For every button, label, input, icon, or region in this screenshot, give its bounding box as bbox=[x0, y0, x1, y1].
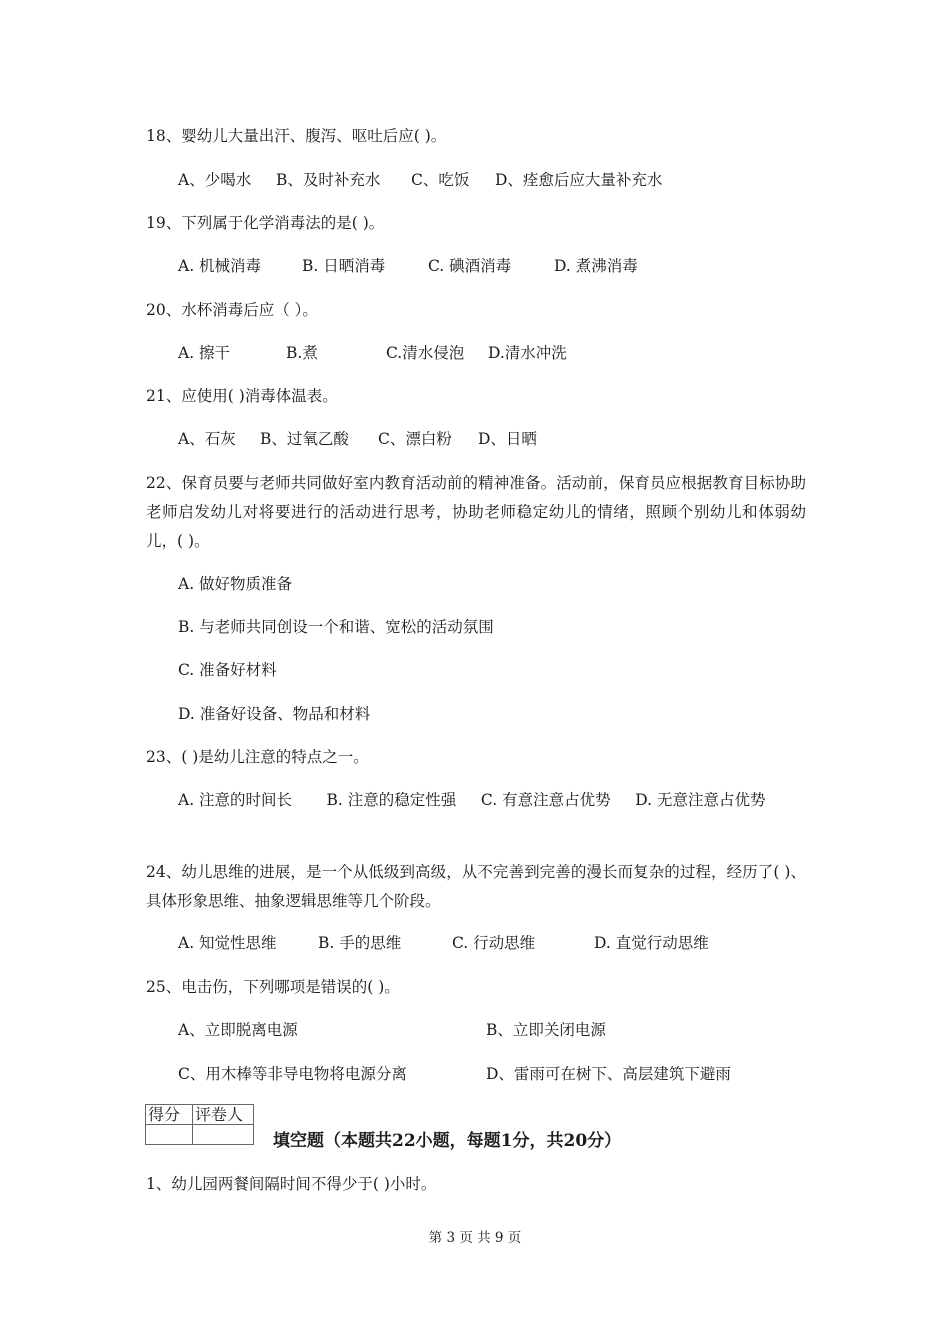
option-b: B、及时补充水 bbox=[276, 171, 381, 189]
option-c: C、用木棒等非导电物将电源分离 bbox=[178, 1065, 407, 1083]
question-19: 19、下列属于化学消毒法的是( )。 bbox=[146, 214, 385, 232]
question-18-options bbox=[178, 170, 778, 190]
option-a: A、立即脱离电源 bbox=[178, 1021, 298, 1039]
option-d: D、雷雨可在树下、高层建筑下避雨 bbox=[486, 1065, 731, 1083]
option-c: C.清水侵泡 bbox=[386, 344, 465, 362]
option-c: C. 碘酒消毒 bbox=[428, 257, 512, 275]
option-b: B. 日晒消毒 bbox=[302, 257, 386, 275]
reviewer-cell bbox=[193, 1125, 254, 1145]
option-b: B.煮 bbox=[286, 344, 318, 362]
option-c: C、漂白粉 bbox=[378, 430, 452, 448]
option-d: D.清水冲洗 bbox=[488, 344, 567, 362]
option-a: A、石灰 bbox=[178, 430, 236, 448]
question-23-options bbox=[146, 786, 806, 815]
question-24: 24、幼儿思维的进展，是一个从低级到高级，从不完善到完善的漫长而复杂的过程，经历了( )、具体形象思维、抽象逻辑思维等几个阶段。 bbox=[146, 863, 806, 910]
option-d: D、痊愈后应大量补充水 bbox=[495, 171, 663, 189]
question-20: 20、水杯消毒后应（ ）。 bbox=[146, 301, 318, 319]
question-25-options-row-1 bbox=[178, 1020, 778, 1040]
question-22-option-a: A. 做好物质准备 bbox=[178, 575, 293, 593]
question-21-options bbox=[178, 429, 778, 449]
question-25-options-row-2 bbox=[178, 1064, 778, 1084]
option-c: C、吃饭 bbox=[411, 171, 470, 189]
question-25: 25、电击伤，下列哪项是错误的( )。 bbox=[146, 978, 400, 996]
question-22-option-b: B. 与老师共同创设一个和谐、宽松的活动氛围 bbox=[178, 618, 494, 636]
score-box bbox=[145, 1104, 254, 1145]
option-b: B. 手的思维 bbox=[318, 934, 402, 952]
question-18: 18、婴幼儿大量出汗、腹泻、呕吐后应( )。 bbox=[146, 127, 447, 145]
option-b: B、过氧乙酸 bbox=[260, 430, 349, 448]
option-d: D、日晒 bbox=[478, 430, 537, 448]
options-text: A. 注意的时间长 B. 注意的稳定性强 C. 有意注意占优势 D. 无意注意占优势 bbox=[178, 791, 766, 809]
score-label: 得分 bbox=[146, 1105, 193, 1125]
reviewer-label: 评卷人 bbox=[193, 1105, 254, 1125]
section-title: 填空题（本题共22小题，每题1分，共20分） bbox=[273, 1131, 622, 1151]
option-b: B、立即关闭电源 bbox=[486, 1021, 606, 1039]
option-a: A. 机械消毒 bbox=[178, 257, 262, 275]
score-cell bbox=[146, 1125, 193, 1145]
option-c: C. 行动思维 bbox=[452, 934, 536, 952]
question-24-options bbox=[178, 933, 778, 953]
question-22-option-d: D. 准备好设备、物品和材料 bbox=[178, 705, 371, 723]
question-21: 21、应使用( )消毒体温表。 bbox=[146, 387, 338, 405]
page-number: 第 3 页 共 9 页 bbox=[428, 1230, 522, 1246]
question-20-options bbox=[178, 343, 778, 363]
option-a: A、少喝水 bbox=[178, 171, 252, 189]
question-23: 23、( )是幼儿注意的特点之一。 bbox=[146, 748, 369, 766]
question-19-options bbox=[178, 256, 778, 276]
option-a: A. 知觉性思维 bbox=[178, 934, 277, 952]
question-22: 22、保育员要与老师共同做好室内教育活动前的精神准备。活动前，保育员应根据教育目标协助老师启发幼儿对将要进行的活动进行思考，协助老师稳定幼儿的情绪，照顾个别幼儿和体弱幼儿，( )。 bbox=[146, 474, 806, 550]
fill-question-1: 1、幼儿园两餐间隔时间不得少于( )小时。 bbox=[146, 1175, 437, 1193]
option-d: D. 煮沸消毒 bbox=[554, 257, 638, 275]
option-d: D. 直觉行动思维 bbox=[594, 934, 709, 952]
option-a: A. 擦干 bbox=[178, 344, 231, 362]
question-22-option-c: C. 准备好材料 bbox=[178, 661, 277, 679]
